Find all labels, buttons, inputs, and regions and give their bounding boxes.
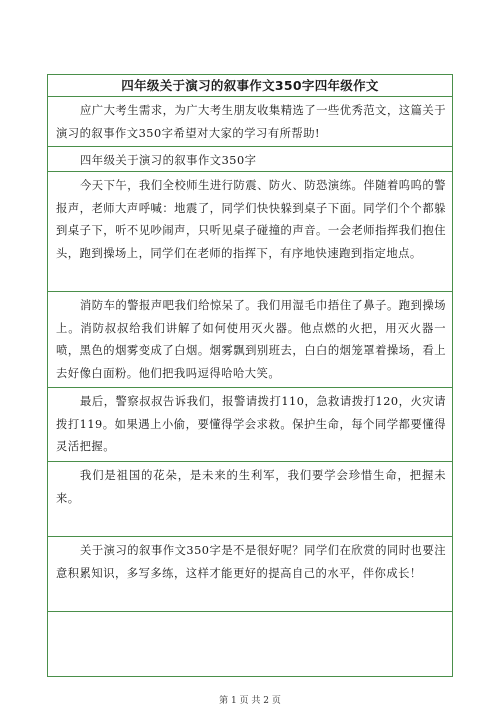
body-paragraph: 最后，警察叔叔告诉我们，报警请拨打110，急救请拨打120，火灾请拨打119。如果遇上小偷，要懂得学会求救。保护生命，每个同学都要懂得灵活把握。 [56, 395, 446, 453]
subtitle-paragraph: 四年级关于演习的叙事作文350字 [80, 154, 257, 167]
page-footer: 第 1 页 共 2 页 [219, 696, 281, 706]
document-frame [47, 74, 453, 677]
paragraph-row [48, 537, 452, 612]
intro-row [48, 97, 452, 147]
body-paragraph: 消防车的警报声吧我们给惊呆了。我们用湿毛巾捂住了鼻子。跑到操场上。消防叔叔给我们讲解了如何使用灭火器。他点燃的火把，用灭火器一喷，黑色的烟雾变成了白烟。烟雾飘到别班去，白白的烟笼罩着操场，看上去好像白面粉。他们把我吗逗得哈哈大笑。 [56, 299, 446, 380]
paragraph-row [48, 462, 452, 537]
empty-row [48, 612, 452, 678]
paragraph-row [48, 388, 452, 462]
paragraph-row [48, 292, 452, 388]
document-title: 四年级关于演习的叙事作文350字四年级作文 [121, 78, 379, 93]
intro-paragraph: 应广大考生需求，为广大考生朋友收集精选了一些优秀范文，这篇关于演习的叙事作文350字希望对大家的学习有所帮助! [56, 104, 446, 140]
subtitle-row [48, 147, 452, 172]
title-row [48, 75, 452, 97]
body-paragraph: 我们是祖国的花朵，是未来的生利军，我们要学会珍惜生命，把握未来。 [56, 469, 446, 505]
body-paragraph: 今天下午，我们全校师生进行防震、防火、防恐演练。伴随着呜呜的警报声，老师大声呼喊：地震了，同学们快快躲到桌子下面。同学们个个都躲到桌子下，听不见吵闹声，只听见桌子碰撞的声音。一会老师指挥我们抱住头，跑到操场上，同学们在老师的指挥下，有序地快速跑到指定地点。 [56, 179, 446, 260]
body-paragraph: 关于演习的叙事作文350字是不是很好呢？同学们在欣赏的同时也要注意积累知识，多写多练，这样才能更好的提高自己的水平，伴你成长！ [56, 544, 446, 580]
paragraph-row [48, 172, 452, 292]
